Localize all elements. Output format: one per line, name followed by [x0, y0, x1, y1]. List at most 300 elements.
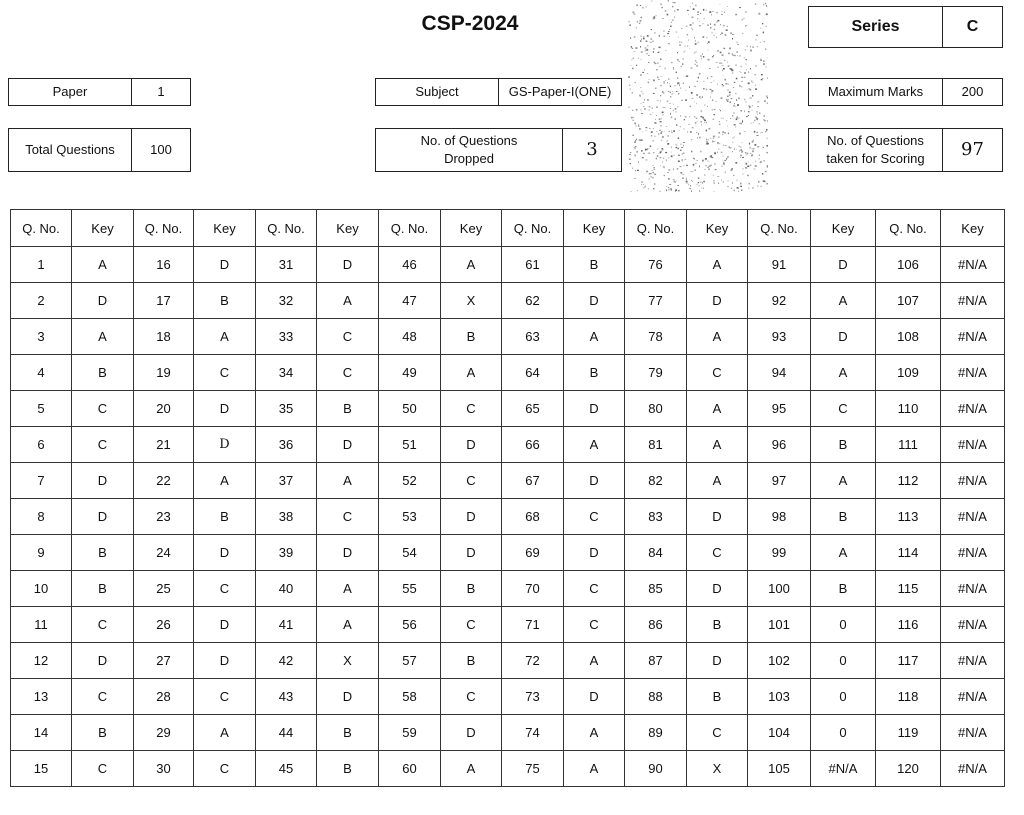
- answer-key-cell: B: [811, 499, 876, 535]
- question-number-cell: 90: [625, 751, 687, 787]
- question-number-cell: 6: [11, 427, 72, 463]
- answer-key-cell: C: [564, 571, 625, 607]
- question-number-cell: 102: [748, 643, 811, 679]
- question-number-cell: 58: [379, 679, 441, 715]
- question-number-cell: 51: [379, 427, 441, 463]
- question-number-cell: 107: [876, 283, 941, 319]
- header-qno: Q. No.: [11, 210, 72, 247]
- answer-key-cell: 0: [811, 607, 876, 643]
- maximum-marks-box: [808, 78, 1003, 106]
- answer-key-cell: C: [441, 679, 502, 715]
- answer-key-cell: D: [194, 607, 256, 643]
- answer-key-cell: B: [564, 355, 625, 391]
- maximum-marks-value: 200: [942, 79, 1002, 105]
- answer-key-cell: B: [72, 571, 134, 607]
- answer-key-cell: D: [441, 499, 502, 535]
- answer-key-cell: A: [564, 715, 625, 751]
- answer-key-cell: B: [441, 571, 502, 607]
- answer-key-cell: 0: [811, 643, 876, 679]
- scoring-label-line2: taken for Scoring: [826, 151, 925, 166]
- question-number-cell: 31: [256, 247, 317, 283]
- scanner-noise-strip: [628, 0, 768, 192]
- answer-key-cell: D: [564, 679, 625, 715]
- question-number-cell: 64: [502, 355, 564, 391]
- answer-key-cell: D: [317, 427, 379, 463]
- question-number-cell: 70: [502, 571, 564, 607]
- question-number-cell: 62: [502, 283, 564, 319]
- header-key: Key: [317, 210, 379, 247]
- table-body: [11, 247, 1005, 787]
- question-number-cell: 26: [134, 607, 194, 643]
- paper-value: 1: [131, 79, 190, 105]
- question-number-cell: 83: [625, 499, 687, 535]
- answer-key-cell: D: [194, 247, 256, 283]
- answer-key-cell: C: [72, 679, 134, 715]
- question-number-cell: 30: [134, 751, 194, 787]
- answer-key-cell: C: [72, 751, 134, 787]
- answer-key-cell: #N/A: [941, 535, 1005, 571]
- answer-key-cell: A: [441, 751, 502, 787]
- paper-label: Paper: [52, 83, 88, 99]
- answer-key-cell: A: [72, 247, 134, 283]
- question-number-cell: 44: [256, 715, 317, 751]
- header-key: Key: [194, 210, 256, 247]
- answer-key-cell: D: [564, 391, 625, 427]
- answer-key-cell: A: [317, 463, 379, 499]
- answer-key-cell: C: [72, 607, 134, 643]
- answer-key-cell: D: [811, 319, 876, 355]
- table-row: [11, 283, 1005, 319]
- answer-key-cell: #N/A: [941, 283, 1005, 319]
- question-number-cell: 56: [379, 607, 441, 643]
- subject-value: GS-Paper-I(ONE): [498, 79, 621, 105]
- answer-key-cell: D: [72, 463, 134, 499]
- question-number-cell: 24: [134, 535, 194, 571]
- question-number-cell: 94: [748, 355, 811, 391]
- header-key: Key: [687, 210, 748, 247]
- question-number-cell: 19: [134, 355, 194, 391]
- answer-key-cell: B: [687, 607, 748, 643]
- dropped-label-line1: No. of Questions: [420, 132, 518, 148]
- answer-key-cell: A: [194, 715, 256, 751]
- answer-key-cell: A: [687, 319, 748, 355]
- answer-key-cell: B: [194, 283, 256, 319]
- answer-key-cell: 0: [811, 679, 876, 715]
- question-number-cell: 65: [502, 391, 564, 427]
- question-number-cell: 110: [876, 391, 941, 427]
- answer-key-cell: B: [72, 535, 134, 571]
- question-number-cell: 20: [134, 391, 194, 427]
- total-questions-box: [8, 128, 191, 172]
- answer-key-table: [10, 209, 1005, 787]
- table-row: [11, 427, 1005, 463]
- header-qno: Q. No.: [625, 210, 687, 247]
- question-number-cell: 118: [876, 679, 941, 715]
- answer-key-cell: #N/A: [811, 751, 876, 787]
- answer-key-cell: B: [317, 391, 379, 427]
- answer-key-cell: A: [317, 571, 379, 607]
- question-number-cell: 106: [876, 247, 941, 283]
- answer-key-cell: X: [317, 643, 379, 679]
- paper-box: [8, 78, 191, 106]
- question-number-cell: 115: [876, 571, 941, 607]
- question-number-cell: 25: [134, 571, 194, 607]
- answer-key-cell: B: [441, 643, 502, 679]
- question-number-cell: 28: [134, 679, 194, 715]
- question-number-cell: 85: [625, 571, 687, 607]
- answer-key-cell: C: [441, 463, 502, 499]
- dropped-questions-label: [376, 129, 562, 171]
- question-number-cell: 11: [11, 607, 72, 643]
- scoring-questions-box: [808, 128, 1003, 172]
- answer-key-cell: C: [441, 391, 502, 427]
- answer-key-cell: B: [811, 571, 876, 607]
- question-number-cell: 88: [625, 679, 687, 715]
- answer-key-cell: B: [564, 247, 625, 283]
- maximum-marks-label: Maximum Marks: [827, 83, 924, 99]
- answer-key-cell: D: [441, 535, 502, 571]
- table-row: [11, 499, 1005, 535]
- question-number-cell: 34: [256, 355, 317, 391]
- answer-key-cell: #N/A: [941, 427, 1005, 463]
- question-number-cell: 69: [502, 535, 564, 571]
- answer-key-cell: #N/A: [941, 715, 1005, 751]
- question-number-cell: 13: [11, 679, 72, 715]
- answer-key-cell: D: [687, 643, 748, 679]
- question-number-cell: 101: [748, 607, 811, 643]
- question-number-cell: 96: [748, 427, 811, 463]
- answer-key-cell: D: [564, 283, 625, 319]
- answer-key-cell: A: [317, 283, 379, 319]
- question-number-cell: 29: [134, 715, 194, 751]
- question-number-cell: 73: [502, 679, 564, 715]
- header-qno: Q. No.: [876, 210, 941, 247]
- question-number-cell: 38: [256, 499, 317, 535]
- question-number-cell: 53: [379, 499, 441, 535]
- question-number-cell: 114: [876, 535, 941, 571]
- series-value: C: [942, 7, 1002, 47]
- question-number-cell: 84: [625, 535, 687, 571]
- question-number-cell: 103: [748, 679, 811, 715]
- question-number-cell: 12: [11, 643, 72, 679]
- question-number-cell: 42: [256, 643, 317, 679]
- question-number-cell: 49: [379, 355, 441, 391]
- question-number-cell: 54: [379, 535, 441, 571]
- answer-key-cell: A: [687, 391, 748, 427]
- question-number-cell: 23: [134, 499, 194, 535]
- answer-key-cell: C: [687, 715, 748, 751]
- question-number-cell: 89: [625, 715, 687, 751]
- question-number-cell: 37: [256, 463, 317, 499]
- question-number-cell: 7: [11, 463, 72, 499]
- question-number-cell: 78: [625, 319, 687, 355]
- header-key: Key: [564, 210, 625, 247]
- header-qno: Q. No.: [379, 210, 441, 247]
- document-title: CSP-2024: [421, 12, 519, 35]
- answer-key-cell: C: [317, 355, 379, 391]
- table-row: [11, 715, 1005, 751]
- answer-key-cell: A: [687, 247, 748, 283]
- table-header-row: [11, 210, 1005, 247]
- answer-key-cell: #N/A: [941, 499, 1005, 535]
- answer-key-cell: C: [441, 607, 502, 643]
- question-number-cell: 68: [502, 499, 564, 535]
- answer-key-cell: X: [687, 751, 748, 787]
- answer-key-cell: D: [317, 247, 379, 283]
- series-label: Series: [851, 17, 900, 35]
- answer-key-cell: #N/A: [941, 679, 1005, 715]
- header-key: Key: [441, 210, 502, 247]
- question-number-cell: 57: [379, 643, 441, 679]
- table-row: [11, 391, 1005, 427]
- question-number-cell: 41: [256, 607, 317, 643]
- answer-key-cell: A: [811, 283, 876, 319]
- answer-key-cell: B: [72, 355, 134, 391]
- answer-key-cell: D: [687, 571, 748, 607]
- answer-key-cell: #N/A: [941, 643, 1005, 679]
- question-number-cell: 87: [625, 643, 687, 679]
- answer-key-cell: D: [441, 427, 502, 463]
- question-number-cell: 119: [876, 715, 941, 751]
- table-row: [11, 607, 1005, 643]
- question-number-cell: 33: [256, 319, 317, 355]
- question-number-cell: 59: [379, 715, 441, 751]
- answer-key-cell: C: [317, 319, 379, 355]
- answer-key-cell: A: [687, 463, 748, 499]
- total-questions-label: Total Questions: [25, 141, 115, 157]
- question-number-cell: 105: [748, 751, 811, 787]
- question-number-cell: 16: [134, 247, 194, 283]
- answer-key-cell: A: [317, 607, 379, 643]
- question-number-cell: 77: [625, 283, 687, 319]
- question-number-cell: 15: [11, 751, 72, 787]
- answer-key-cell: B: [317, 751, 379, 787]
- question-number-cell: 45: [256, 751, 317, 787]
- answer-key-cell: B: [317, 715, 379, 751]
- answer-key-cell: A: [564, 751, 625, 787]
- answer-key-cell: D: [194, 427, 256, 463]
- question-number-cell: 74: [502, 715, 564, 751]
- header-qno: Q. No.: [256, 210, 317, 247]
- answer-key-cell: D: [687, 499, 748, 535]
- header-key: Key: [941, 210, 1005, 247]
- question-number-cell: 72: [502, 643, 564, 679]
- answer-key-cell: C: [687, 355, 748, 391]
- question-number-cell: 18: [134, 319, 194, 355]
- question-number-cell: 93: [748, 319, 811, 355]
- question-number-cell: 3: [11, 319, 72, 355]
- question-number-cell: 32: [256, 283, 317, 319]
- total-questions-value: 100: [131, 129, 190, 171]
- answer-key-cell: B: [194, 499, 256, 535]
- answer-key-cell: D: [317, 535, 379, 571]
- question-number-cell: 43: [256, 679, 317, 715]
- answer-key-cell: A: [72, 319, 134, 355]
- question-number-cell: 92: [748, 283, 811, 319]
- question-number-cell: 113: [876, 499, 941, 535]
- question-number-cell: 36: [256, 427, 317, 463]
- question-number-cell: 9: [11, 535, 72, 571]
- question-number-cell: 2: [11, 283, 72, 319]
- question-number-cell: 76: [625, 247, 687, 283]
- answer-key-cell: A: [564, 427, 625, 463]
- question-number-cell: 14: [11, 715, 72, 751]
- table-row: [11, 463, 1005, 499]
- question-number-cell: 5: [11, 391, 72, 427]
- question-number-cell: 8: [11, 499, 72, 535]
- question-number-cell: 100: [748, 571, 811, 607]
- question-number-cell: 81: [625, 427, 687, 463]
- question-number-cell: 10: [11, 571, 72, 607]
- answer-key-cell: A: [564, 319, 625, 355]
- answer-key-cell: D: [194, 391, 256, 427]
- table-row: [11, 679, 1005, 715]
- table-row: [11, 319, 1005, 355]
- question-number-cell: 97: [748, 463, 811, 499]
- question-number-cell: 55: [379, 571, 441, 607]
- table-row: [11, 535, 1005, 571]
- question-number-cell: 112: [876, 463, 941, 499]
- table-row: [11, 247, 1005, 283]
- answer-key-cell: C: [72, 391, 134, 427]
- question-number-cell: 46: [379, 247, 441, 283]
- answer-key-cell: C: [194, 355, 256, 391]
- answer-key-cell: B: [441, 319, 502, 355]
- answer-key-cell: D: [194, 535, 256, 571]
- header-qno: Q. No.: [748, 210, 811, 247]
- question-number-cell: 109: [876, 355, 941, 391]
- question-number-cell: 63: [502, 319, 564, 355]
- question-number-cell: 120: [876, 751, 941, 787]
- answer-key-cell: D: [441, 715, 502, 751]
- question-number-cell: 17: [134, 283, 194, 319]
- answer-key-cell: D: [564, 463, 625, 499]
- table-row: [11, 751, 1005, 787]
- answer-key-cell: C: [194, 571, 256, 607]
- answer-key-cell: X: [441, 283, 502, 319]
- answer-key-cell: D: [72, 499, 134, 535]
- answer-key-cell: C: [564, 607, 625, 643]
- header-qno: Q. No.: [502, 210, 564, 247]
- header-qno: Q. No.: [134, 210, 194, 247]
- question-number-cell: 4: [11, 355, 72, 391]
- answer-key-cell: D: [72, 283, 134, 319]
- question-number-cell: 104: [748, 715, 811, 751]
- header-key: Key: [72, 210, 134, 247]
- scoring-questions-label: [809, 129, 942, 171]
- question-number-cell: 111: [876, 427, 941, 463]
- question-number-cell: 99: [748, 535, 811, 571]
- question-number-cell: 86: [625, 607, 687, 643]
- table-row: [11, 643, 1005, 679]
- answer-key-cell: #N/A: [941, 463, 1005, 499]
- question-number-cell: 67: [502, 463, 564, 499]
- question-number-cell: 1: [11, 247, 72, 283]
- answer-key-cell: #N/A: [941, 571, 1005, 607]
- answer-key-cell: A: [441, 247, 502, 283]
- question-number-cell: 61: [502, 247, 564, 283]
- answer-key-cell: #N/A: [941, 247, 1005, 283]
- question-number-cell: 80: [625, 391, 687, 427]
- question-number-cell: 27: [134, 643, 194, 679]
- answer-key-cell: D: [194, 643, 256, 679]
- answer-key-cell: C: [564, 499, 625, 535]
- answer-key-cell: D: [72, 643, 134, 679]
- answer-key-cell: #N/A: [941, 319, 1005, 355]
- question-number-cell: 95: [748, 391, 811, 427]
- question-number-cell: 40: [256, 571, 317, 607]
- header-key: Key: [811, 210, 876, 247]
- answer-key-cell: #N/A: [941, 751, 1005, 787]
- answer-key-cell: D: [687, 283, 748, 319]
- question-number-cell: 108: [876, 319, 941, 355]
- answer-key-cell: D: [317, 679, 379, 715]
- answer-key-cell: C: [72, 427, 134, 463]
- question-number-cell: 52: [379, 463, 441, 499]
- question-number-cell: 50: [379, 391, 441, 427]
- answer-key-cell: A: [811, 463, 876, 499]
- question-number-cell: 48: [379, 319, 441, 355]
- answer-key-cell: C: [687, 535, 748, 571]
- question-number-cell: 66: [502, 427, 564, 463]
- question-number-cell: 39: [256, 535, 317, 571]
- answer-key-cell: A: [194, 319, 256, 355]
- answer-key-cell: A: [811, 535, 876, 571]
- question-number-cell: 116: [876, 607, 941, 643]
- scoring-questions-value: 97: [942, 129, 1002, 171]
- answer-key-cell: A: [564, 643, 625, 679]
- answer-key-cell: C: [194, 679, 256, 715]
- answer-key-cell: #N/A: [941, 355, 1005, 391]
- scoring-label-line1: No. of Questions: [827, 132, 924, 148]
- answer-key-cell: B: [687, 679, 748, 715]
- answer-key-cell: #N/A: [941, 391, 1005, 427]
- answer-key-cell: C: [811, 391, 876, 427]
- dropped-label-line2: Dropped: [444, 151, 494, 166]
- answer-key-cell: B: [72, 715, 134, 751]
- subject-label: Subject: [415, 83, 459, 99]
- series-box: [808, 6, 1003, 48]
- table-row: [11, 355, 1005, 391]
- answer-key-cell: A: [811, 355, 876, 391]
- question-number-cell: 71: [502, 607, 564, 643]
- answer-key-cell: 0: [811, 715, 876, 751]
- question-number-cell: 98: [748, 499, 811, 535]
- question-number-cell: 21: [134, 427, 194, 463]
- question-number-cell: 79: [625, 355, 687, 391]
- table-row: [11, 571, 1005, 607]
- dropped-questions-box: [375, 128, 622, 172]
- question-number-cell: 22: [134, 463, 194, 499]
- question-number-cell: 91: [748, 247, 811, 283]
- subject-box: [375, 78, 622, 106]
- answer-key-cell: D: [564, 535, 625, 571]
- answer-key-cell: A: [194, 463, 256, 499]
- question-number-cell: 117: [876, 643, 941, 679]
- answer-key-cell: C: [317, 499, 379, 535]
- answer-key-cell: B: [811, 427, 876, 463]
- question-number-cell: 82: [625, 463, 687, 499]
- question-number-cell: 35: [256, 391, 317, 427]
- dropped-questions-value: 3: [562, 129, 621, 171]
- answer-key-cell: C: [194, 751, 256, 787]
- answer-key-cell: D: [811, 247, 876, 283]
- answer-key-cell: A: [687, 427, 748, 463]
- answer-key-cell: A: [441, 355, 502, 391]
- question-number-cell: 75: [502, 751, 564, 787]
- question-number-cell: 60: [379, 751, 441, 787]
- answer-key-cell: #N/A: [941, 607, 1005, 643]
